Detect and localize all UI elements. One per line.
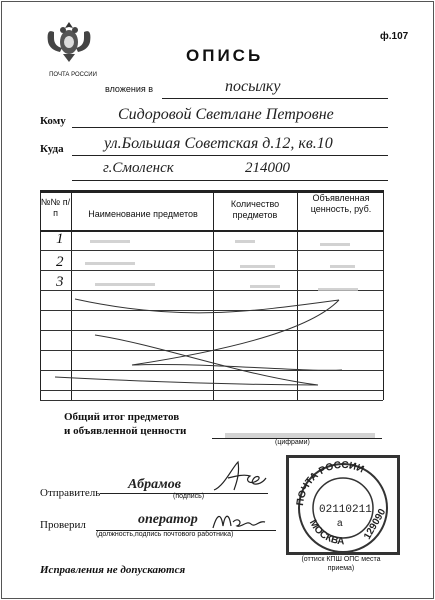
footer-note: Исправления не допускаются bbox=[40, 564, 186, 576]
emblem-caption: ПОЧТА РОССИИ bbox=[49, 72, 97, 78]
sender-caption: (подпись) bbox=[173, 493, 205, 500]
header-value: Объявленная ценность, руб. bbox=[310, 193, 372, 214]
form-number: ф.107 bbox=[380, 31, 409, 42]
checker-label: Проверил bbox=[40, 519, 86, 531]
stamp-bottom-text: МОСКВА bbox=[306, 518, 345, 548]
postcode: 214000 bbox=[245, 160, 290, 176]
svg-text:ПОЧТА РОССИИ bbox=[295, 460, 365, 507]
attachment-value: посылку bbox=[225, 78, 281, 95]
header-quantity: Количество предметов bbox=[230, 199, 280, 220]
to-label: Кому bbox=[40, 115, 66, 127]
checker-signature bbox=[209, 506, 267, 534]
stamp-top-text: ПОЧТА РОССИИ bbox=[294, 459, 366, 507]
stamp-date: 02110211 bbox=[319, 504, 372, 516]
checker-caption: (должность,подпись почтового работника) bbox=[96, 531, 234, 538]
address-line: ул.Большая Советская д.12, кв.10 bbox=[104, 135, 333, 152]
totals-label bbox=[64, 410, 186, 438]
attachment-label: вложения в bbox=[105, 84, 154, 94]
page-title: ОПИСЬ bbox=[186, 46, 264, 65]
row-number-1: 1 bbox=[56, 231, 64, 247]
postal-stamp bbox=[286, 455, 400, 555]
totals-line-2: и объявленной ценности bbox=[64, 425, 187, 437]
city: г.Смоленск bbox=[103, 160, 174, 176]
stamp-letter: а bbox=[337, 518, 343, 529]
sender-signature bbox=[210, 458, 268, 496]
row-number-2: 2 bbox=[56, 254, 64, 270]
stamp-graphic bbox=[289, 458, 397, 552]
sender-label: Отправитель bbox=[40, 487, 101, 499]
header-name: Наименование предметов bbox=[88, 209, 198, 219]
header-number: №№ п/п bbox=[40, 197, 71, 218]
row-number-3: 3 bbox=[56, 274, 64, 290]
totals-caption: (цифрами) bbox=[275, 439, 310, 446]
checker-value: оператор bbox=[138, 512, 198, 527]
stamp-caption: (оттиск КПШ ОПС места приема) bbox=[301, 556, 381, 572]
where-label: Куда bbox=[40, 143, 64, 155]
recipient-name: Сидоровой Светлане Петровне bbox=[118, 106, 334, 123]
totals-line-1: Общий итог предметов bbox=[64, 411, 180, 423]
stamp-side-text: 129090 bbox=[362, 507, 389, 542]
sender-name: Абрамов bbox=[128, 477, 181, 492]
